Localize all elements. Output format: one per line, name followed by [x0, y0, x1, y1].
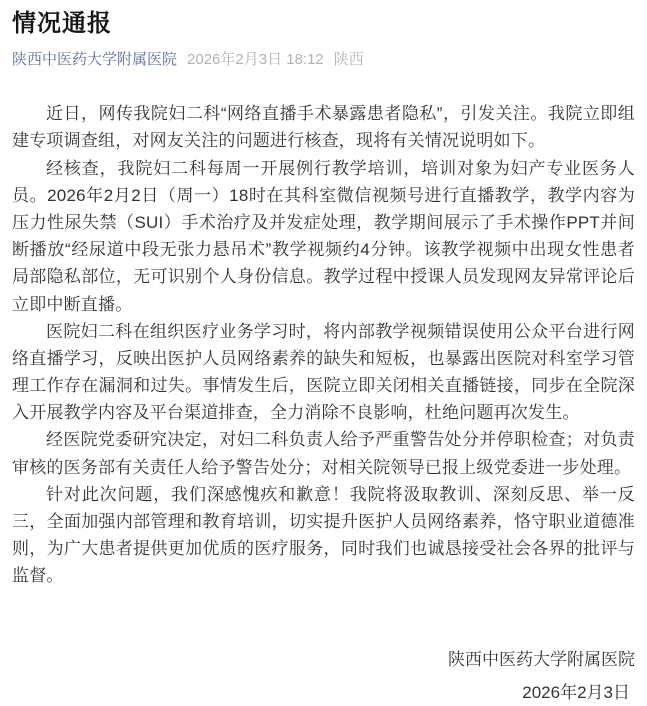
source-account-link[interactable]: 陕西中医药大学附属医院	[12, 51, 178, 69]
signature-block	[12, 646, 635, 706]
publish-datetime: 2026年2月3日 18:12	[187, 51, 324, 69]
signature-date: 2026年2月3日	[522, 682, 630, 702]
paragraph-intro: 近日，网传我院妇二科“网络直播手术暴露患者隐私”，引发关注。我院立即组建专项调查组，对网友关注的问题进行核查，现将有关情况说明如下。	[12, 104, 635, 151]
article-body	[12, 100, 635, 589]
paragraph-findings: 经核查，我院妇二科每周一开展例行教学培训，培训对象为妇产专业医务人员。2026年2月2日（周一）18时在其科室微信视频号进行直播教学，教学内容为压力性尿失禁（SUI）手术治疗及并发症处理，教学期间展示了手术操作PPT并间断播放“经尿道中段无张力悬吊术”教学视频约4分钟。该教学视频中出现女性患者局部隐私部位，无可识别个人身份信息。教学过程中授课人员发现网友异常评论后立即中断直播。	[12, 158, 635, 314]
paragraph-analysis: 医院妇二科在组织医疗业务学习时，将内部教学视频错误使用公众平台进行网络直播学习，反映出医护人员网络素养的缺失和短板，也暴露出医院对科室学习管理工作存在漏洞和过失。事情发生后，医院立即关闭相关直播链接，同步在全院深入开展教学内容及平台渠道排查，全力消除不良影响，杜绝问题再次发生。	[12, 321, 635, 423]
publish-location: 陕西	[333, 51, 364, 69]
meta-row	[12, 49, 635, 70]
page-title: 情况通报	[12, 10, 112, 37]
paragraph-apology: 针对此次问题，我们深感愧疚和歉意！我院将汲取教训、深刻反思、举一反三，全面加强内部管理和教育培训，切实提升医护人员网络素养，恪守职业道德准则，为广大患者提供更加优质的医疗服务，同时我们也诚恳接受社会各界的批评与监督。	[12, 484, 635, 586]
paragraph-punishment: 经医院党委研究决定，对妇二科负责人给予严重警告处分并停职检查；对负责审核的医务部有关责任人给予警告处分；对相关院领导已报上级党委进一步处理。	[12, 430, 635, 477]
signature-name: 陕西中医药大学附属医院	[448, 649, 635, 669]
